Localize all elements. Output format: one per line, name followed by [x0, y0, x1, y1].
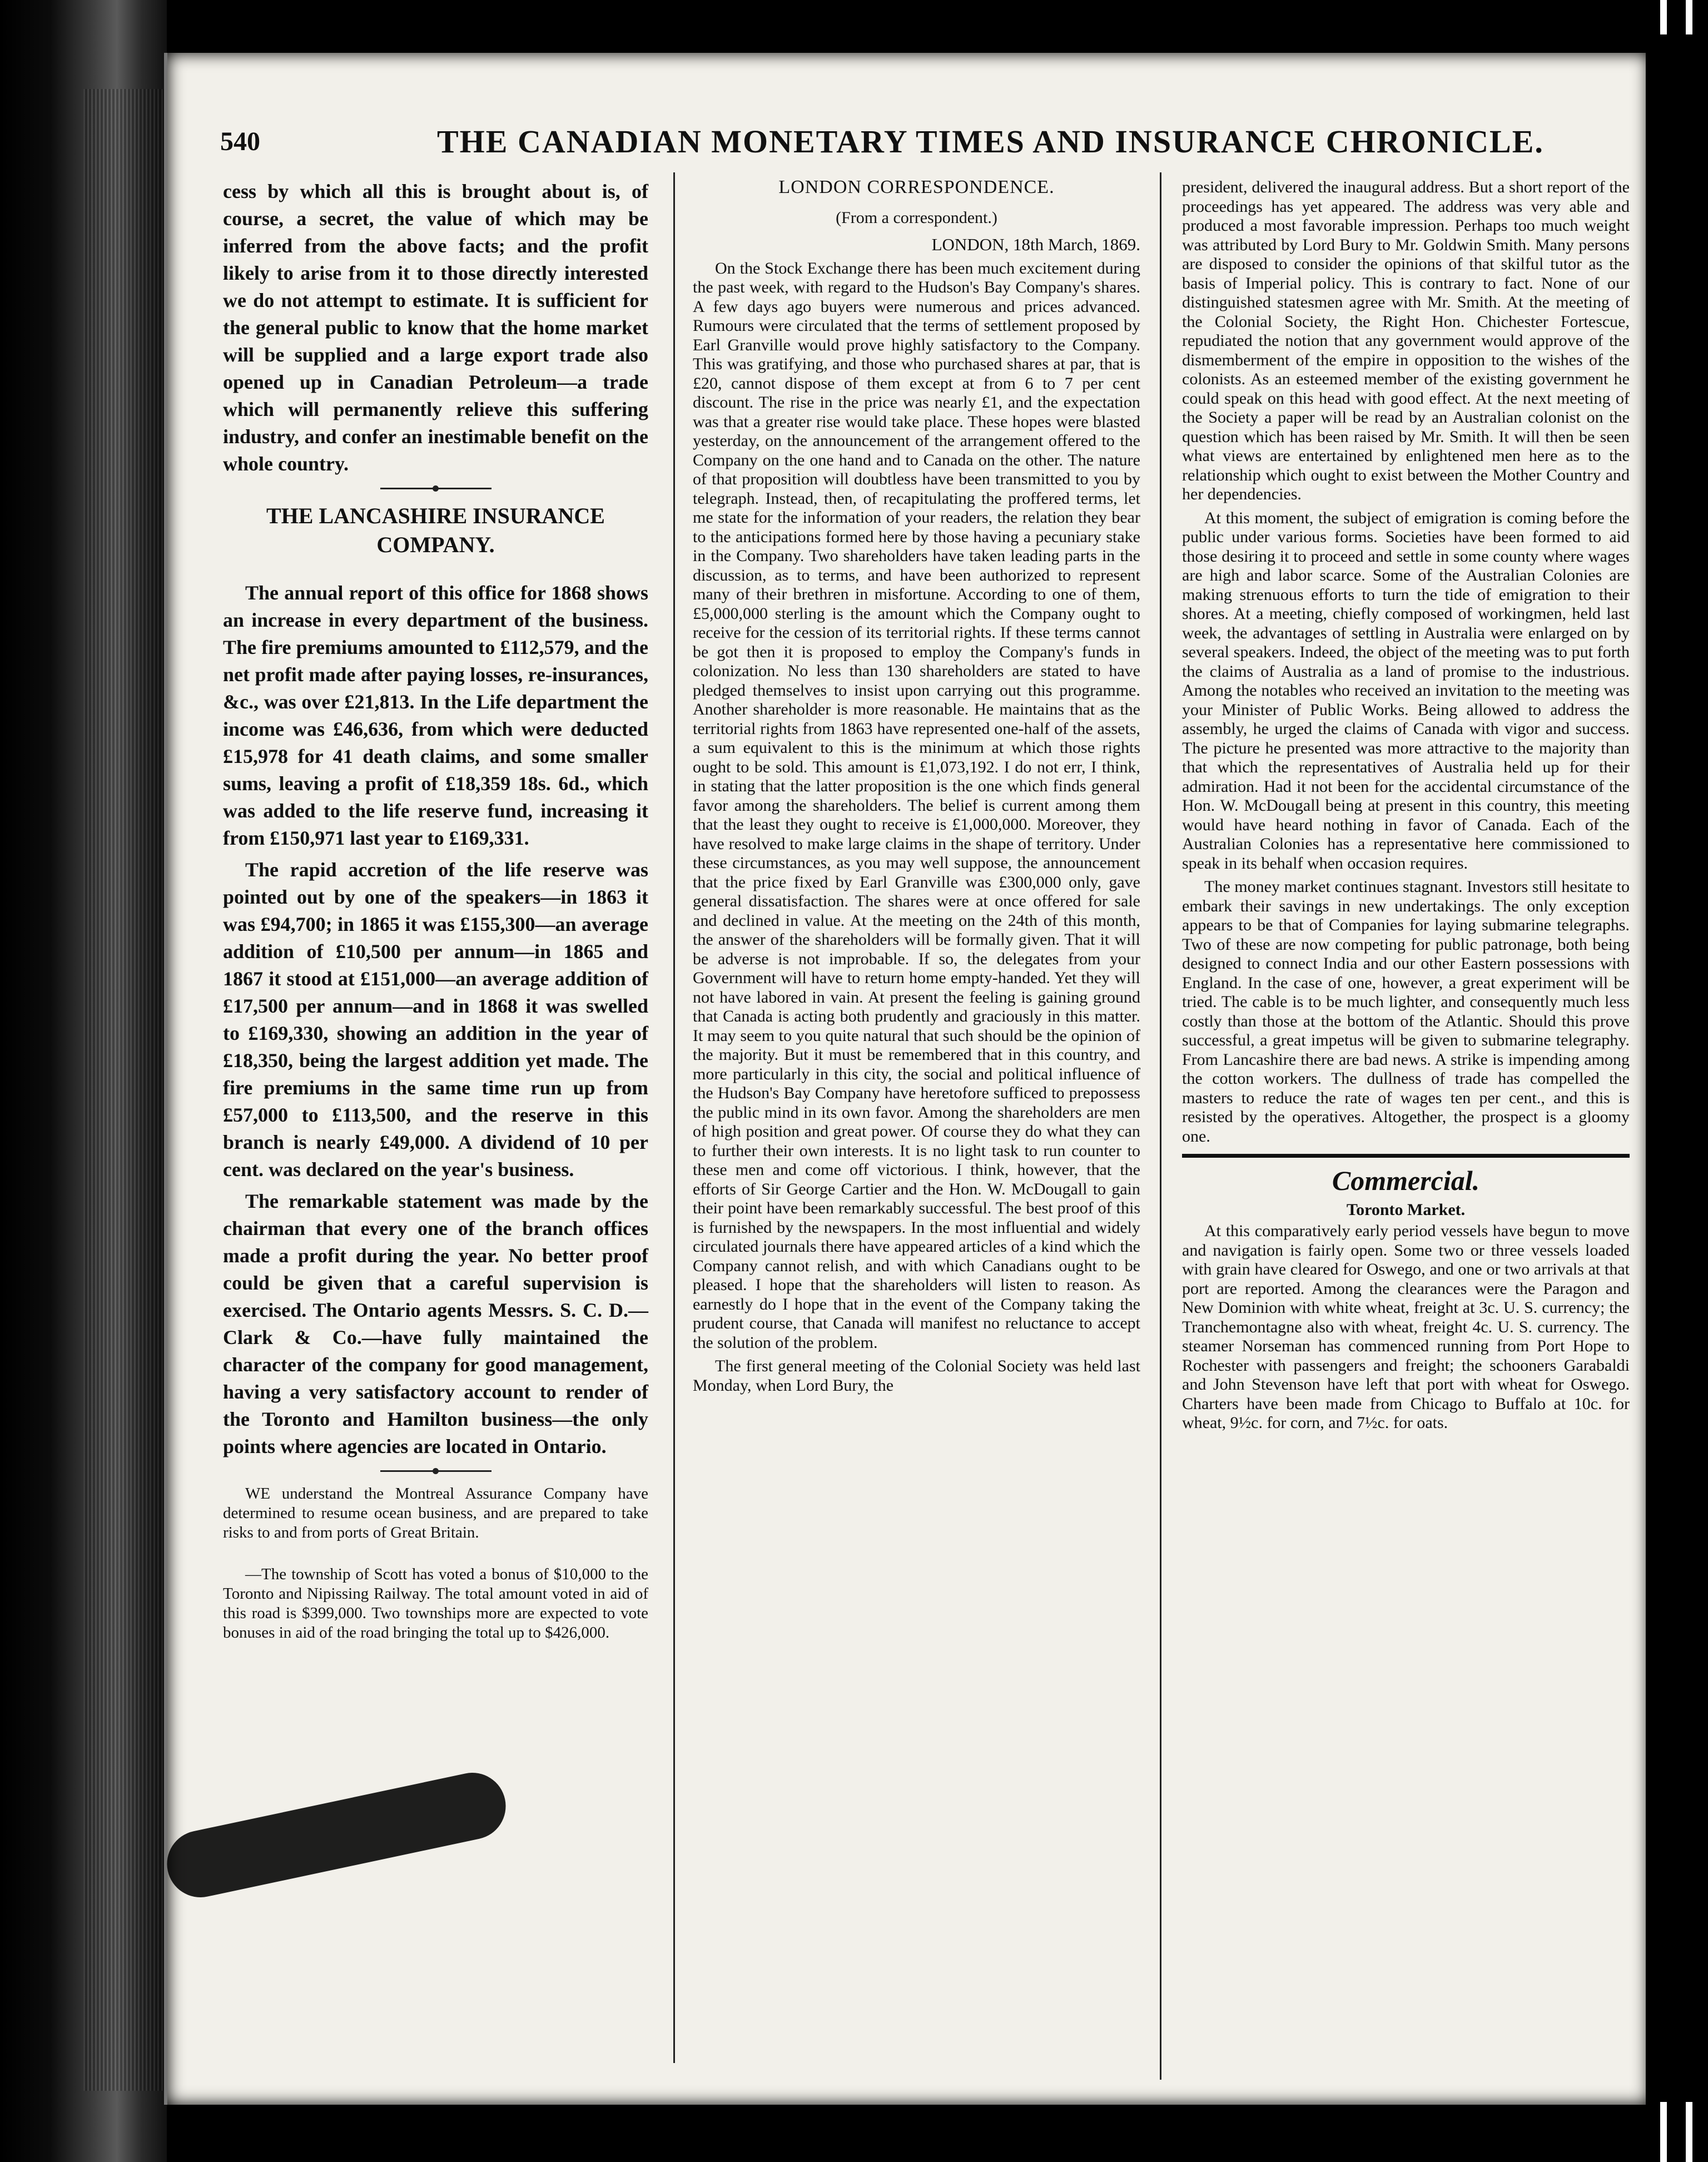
registration-mark: [1660, 0, 1667, 34]
column-left: [223, 178, 648, 1647]
column-right: [1182, 178, 1630, 1437]
section-divider: [380, 1470, 491, 1472]
column-middle: [693, 178, 1140, 1400]
paragraph: cess by which all this is brought about is, of course, a secret, the value of which may be inferred from the above facts; and the profit likely to arise from it to those directly interested we do not attempt to estimate. It is sufficient for the general public to know that the home market will be supplied and a large export trade also opened up in Canadian Petroleum—a trade which will permanently relieve this suffering industry, and confer an inestimable benefit on the whole country.: [223, 180, 648, 475]
registration-mark: [1660, 2102, 1667, 2162]
dateline: LONDON, 18th March, 1869.: [931, 235, 1140, 254]
scanner-margin: [1646, 0, 1708, 2162]
page-edges: [83, 89, 167, 2091]
paragraph: —The township of Scott has voted a bonus of $10,000 to the Toronto and Nipissing Railway. The total amount voted in aid of this road is $399,000. Two townships more are expected to vote bonuses in aid of the road bringing the total up to $426,000.: [223, 1565, 648, 1642]
section-heading: Commercial.: [1332, 1165, 1480, 1196]
byline: (From a correspondent.): [836, 208, 997, 227]
paragraph: The rapid accretion of the life reserve was pointed out by one of the speakers—in 1863 it was £94,700; in 1865 it was £155,300—an average addition of £10,500 per annum—in 1865 and 1867 it stood at £151,000—an average addition of £17,500 per annum—and in 1868 it was swelled to £169,330, showing an addition in the year of £18,350, being the largest addition yet made. The fire premiums in the same time run up from £57,000 to £113,500, and the reserve in this branch is nearly £49,000. A dividend of 10 per cent. was declared on the year's business.: [223, 859, 648, 1181]
paragraph: At this moment, the subject of emigration is coming before the public under various forms. Societies have been formed to aid those desiring it to proceed and settle in some county where wages are high and labor scarce. Some of the Australian Colonies are making strenuous efforts to turn the tide of emigration to their shores. At a meeting, chiefly composed of workingmen, held last week, the advantages of settling in Australia were enlarged on by several speakers. Indeed, the object of the meeting was to put forth the claims of Australia as a land of promise to the industrious. Among the notables who received an invitation to the meeting was your Minister of Public Works. Being allowed to address the assembly, he urged the claims of Canada with vigor and success. The picture he presented was more attractive to the majority than that which the representatives of Australia held up for their admiration. Had it not been for the accidental circumstance of the Hon. W. McDougall being at present in this country, this meeting would have heard nothing in favor of Canada. Each of the Australian Colonies has a representative here commissioned to speak in its behalf when occasion requires.: [1182, 508, 1630, 872]
section-rule: [1182, 1154, 1630, 1158]
registration-mark: [1686, 2102, 1692, 2162]
article-heading: THE LANCASHIRE INSURANCE COMPANY.: [266, 503, 605, 557]
paragraph: The annual report of this office for 1868 shows an increase in every department of the business. The fire premiums amounted to £112,579, and the net profit made after paying losses, re-insurances, &c., was over £21,813. In the Life department the income was £46,636, from which were deducted £15,978 for 41 death claims, and some smaller sums, leaving a profit of £18,359 18s. 6d., which was added to the life reserve fund, increasing it from £150,971 last year to £169,331.: [223, 582, 648, 849]
paragraph: On the Stock Exchange there has been much excitement during the past week, with regard to the Hudson's Bay Company's shares. A few days ago buyers were numerous and prices advanced. Rumours were circulated that the terms of settlement proposed by Earl Granville would prove highly satisfactory to the Company. This was gratifying, and those who purchased shares at par, that is £20, cannot dispose of them except at from 6 to 7 per cent discount. The rise in the price was nearly £1, and the expectation was that a greater rise would take place. These hopes were blasted yesterday, on the announcement of the arrangement offered to the Company on the one hand and to Canada on the other. The nature of that proposition will doubtless have been transmitted to you by telegraph. Instead, then, of recapitulating the proffered terms, let me state for the information of your readers, the relation they bear to the anticipations formed here by those having a pecuniary stake in the Company. Two shareholders have taken leading parts in the discussion, as to terms, and have been authorized to represent many of their brethren in misfortune. According to one of them, £5,000,000 sterling is the amount which the Company ought to receive for the cession of its territorial rights. If these terms cannot be got then it is proposed to employ the Company's funds in colonization. No less than 130 shareholders are stated to have pledged themselves to insist upon carrying out this programme. Another shareholder is more reasonable. He maintains that as the territorial rights from 1863 have represented one-half of the assets, a sum equivalent to this is the minimum at which those rights ought to be sold. This amount is £1,073,192. I do not err, I think, in stating that the latter proposition is the one which finds general favor among the shareholders. The belief is current among them that the least they ought to receive is £1,000,000. Moreover, they have resolved to make large claims in the shape of territory. Under these circumstances, as you may well suppose, the announcement that the price fixed by Earl Granville was £300,000 only, gave general dissatisfaction. The shares were at once offered for sale and declined in value. At the meeting on the 24th of this month, the answer of the shareholders will be formally given. That it will be adverse is not improbable. If so, the delegates from your Government will have to return home empty-handed. Yet they will not have labored in vain. At present the feeling is gaining ground that Canada is acting both prudently and graciously in this matter. It may seem to you quite natural that such should be the opinion of the majority. But it must be remembered that in this country, and more particularly in this city, the social and political influence of the Hudson's Bay Company have heretofore sufficed to prepossess the public mind in its own favor. Among the shareholders are men of high position and great power. Of course they do what they can to further their own interests. It is no light task to run counter to these men and come off victorious. I think, however, that the efforts of Sir George Cartier and the Hon. W. McDougall to gain their point have been remarkably successful. The best proof of this is furnished by the newspapers. In the most influential and widely circulated journals there have appeared articles of a kind which the Company cannot relish, and with which Canadians ought to be pleased. I hope that the shareholders will listen to reason. As earnestly do I hope that in the event of the Company taking the prudent course, that Canada will manifest no reluctance to accept the solution of the problem.: [693, 259, 1140, 1352]
article-heading: LONDON CORRESPONDENCE.: [778, 177, 1055, 197]
registration-mark: [1686, 0, 1692, 34]
article-heading: Toronto Market.: [1346, 1200, 1466, 1219]
column-rule: [673, 172, 675, 2063]
paragraph: president, delivered the inaugural address. But a short report of the proceedings has yet appeared. The address was very able and produced a most favorable impression. Perhaps too much weight was attributed by Lord Bury to Mr. Goldwin Smith. Many persons are disposed to consider the opinions of that skilful tutor as the basis of Imperial policy. This is contrary to fact. None of our distinguished statesmen agree with Mr. Smith. At the meeting of the Colonial Society, the Right Hon. Chichester Fortescue, repudiated the notion that any government would approve of the dismemberment of the empire in opposition to the wishes of the colonists. As an esteemed member of the existing government he could speak on this head with good effect. At the next meeting of the Society a paper will be read by an Australian colonist on the question which has been raised by Mr. Smith. It will then be seen what views are entertained by enlightened men here as to the relationship which ought to exist between the Mother Country and her dependencies.: [1182, 178, 1630, 503]
paragraph: The first general meeting of the Colonial Society was held last Monday, when Lord Bury, the: [693, 1357, 1140, 1395]
paragraph: The money market continues stagnant. Investors still hesitate to embark their savings in new undertakings. The only exception appears to be that of Companies for laying submarine telegraphs. Two of these are now competing for public patronage, both being designed to connect India and our other Eastern possessions with England. In the case of one, however, a great experiment will be tried. The cable is to be much lighter, and consequently much less costly than those at the bottom of the Atlantic. Should this prove successful, a great impetus will be given to submarine telegraphy. From Lancashire there are bad news. A strike is impending among the cotton workers. The dullness of trade has compelled the masters to reduce the rate of wages ten per cent., and this is resisted by the operatives. Altogether, the prospect is a gloomy one.: [1182, 877, 1630, 1146]
column-rule: [1160, 172, 1161, 2080]
paragraph: The remarkable statement was made by the chairman that every one of the branch offices made a profit during the year. No better proof could be given that a careful supervision is exercised. The Ontario agents Messrs. S. C. D.—Clark & Co.—have fully maintained the character of the company for good management, having a very satisfactory account to render of the Toronto and Hamilton business—the only points where agencies are located in Ontario.: [223, 1190, 648, 1457]
running-title: THE CANADIAN MONETARY TIMES AND INSURANCE CHRONICLE.: [437, 123, 1544, 160]
paragraph: WE understand the Montreal Assurance Company have determined to resume ocean business, and are prepared to take risks to and from ports of Great Britain.: [223, 1485, 648, 1541]
page-number: 540: [220, 127, 260, 156]
paragraph: At this comparatively early period vessels have begun to move and navigation is fairly open. Some two or three vessels loaded with grain have cleared for Oswego, and one or two arrivals at that port are reported. Among the clearances were the Paragon and New Dominion with white wheat, freight at 3c. U. S. currency; the Tranchemontagne also with wheat, freight 4c. U. S. currency. The steamer Norseman has commenced running from Port Hope to Rochester with passengers and freight; the schooners Garabaldi and John Stevenson have left that port with wheat for Oswego. Charters have been made from Chicago to Buffalo at 10c. for wheat, 9½c. for corn, and 7½c. for oats.: [1182, 1222, 1630, 1432]
section-divider: [380, 488, 491, 489]
page-header: [220, 120, 1632, 170]
